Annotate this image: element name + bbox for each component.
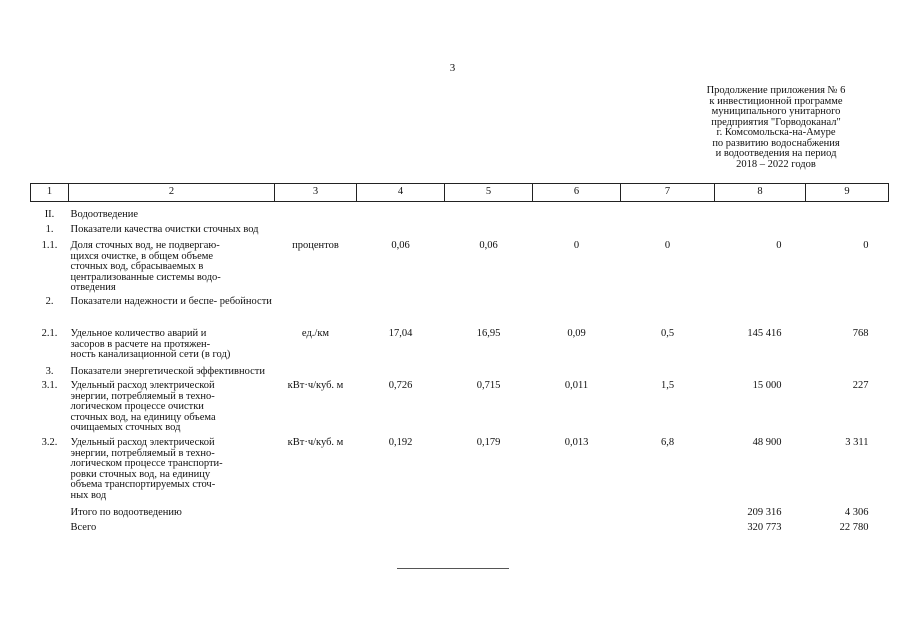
page-number: 3 (449, 62, 456, 74)
row-value-cell: 0,09 (567, 328, 586, 339)
header-cell: 6 (533, 184, 621, 202)
row-number-cell: II. (44, 209, 55, 220)
row-value-cell: 17,04 (388, 328, 413, 339)
table-spacer (31, 202, 889, 211)
row-unit-cell (275, 523, 357, 538)
appendix-header-line: и водоотведения на период (715, 148, 837, 159)
row-value-cell: 0,013 (564, 437, 589, 448)
row-value-cell: 15 000 (752, 380, 782, 391)
row-description-cell: Удельное количество аварий и засоров в расчете на протяжен- ность канализационной сети (в год) (70, 328, 231, 360)
row-value-cell: 3 311 (845, 437, 869, 448)
row-description-cell: Всего (70, 522, 97, 533)
header-cell: 4 (357, 184, 445, 202)
row-value-cell: 768 (852, 328, 869, 339)
row-value-cell: 0 (664, 240, 671, 251)
table-row (31, 508, 889, 523)
header-cell: 1 (31, 184, 69, 202)
table-row (31, 367, 889, 381)
row-description-cell: Показатели качества очистки сточных вод (70, 224, 259, 235)
row-value-cell: 145 416 (747, 328, 782, 339)
table-row (31, 241, 889, 297)
row-value-cell: 22 780 (839, 522, 869, 533)
row-unit-cell: кВт·ч/куб. м (287, 437, 344, 448)
row-description-cell: Показатели энергетической эффективности (70, 366, 265, 377)
appendix-header-line: к инвестиционной программе (709, 95, 843, 107)
header-cell: 3 (275, 184, 357, 202)
appendix-header-line: муниципального унитарного (711, 106, 841, 117)
row-value-cell (621, 523, 715, 538)
row-value-cell: 0,726 (388, 380, 413, 391)
table-row (31, 438, 889, 508)
row-number-cell: 3. (45, 366, 54, 377)
table-row (31, 381, 889, 438)
header-cell: 5 (445, 184, 533, 202)
row-value-cell: 0,192 (388, 437, 413, 448)
row-value-cell (533, 523, 621, 538)
row-unit-cell: ед./км (301, 328, 330, 339)
footer-divider (397, 568, 509, 569)
header-cell: 2 (69, 184, 275, 202)
row-value-cell (621, 508, 715, 523)
row-number-cell: 2.1. (41, 328, 58, 339)
header-cell: 8 (715, 184, 806, 202)
row-description-cell: Показатели надежности и беспе- ребойности (70, 296, 272, 307)
row-value-cell: 16,95 (476, 328, 501, 339)
indicators-table (30, 183, 889, 538)
row-unit-cell: процентов (292, 240, 339, 251)
row-value-cell: 0,179 (476, 437, 501, 448)
row-number-cell: 2. (45, 296, 54, 307)
table-row (31, 225, 889, 241)
row-unit-cell: кВт·ч/куб. м (287, 380, 344, 391)
row-number-cell (31, 508, 69, 523)
row-value-cell: 0,5 (660, 328, 675, 339)
row-value-cell: 0,06 (391, 240, 410, 251)
row-description-cell: Удельный расход электрической энергии, потребляемый в техно- логическом процессе очистки сточных вод, на единицу объема очищаемых сточных вод (70, 380, 216, 433)
row-description-cell: Водоотведение (70, 209, 139, 220)
appendix-header (684, 86, 868, 170)
row-number-cell: 1.1. (41, 240, 58, 251)
row-value-cell: 4 306 (844, 507, 869, 518)
row-number-cell: 1. (45, 224, 54, 235)
row-value-cell: 0,06 (479, 240, 498, 251)
row-number-cell: 3.1. (41, 380, 58, 391)
table-row (31, 210, 889, 225)
row-value-cell (357, 508, 445, 523)
row-value-cell: 0 (573, 240, 580, 251)
header-cell: 7 (621, 184, 715, 202)
table-header-row (31, 184, 889, 202)
row-unit-cell (275, 508, 357, 523)
row-description-cell: Доля сточных вод, не подвергаю- щихся очистке, в общем объеме сточных вод, сбрасываемых в централизованные системы водо- отведения (70, 240, 221, 293)
header-cell: 9 (806, 184, 889, 202)
row-number-cell: 3.2. (41, 437, 58, 448)
row-value-cell: 0,715 (476, 380, 501, 391)
row-value-cell: 209 316 (747, 507, 782, 518)
appendix-header-line: 2018 – 2022 годов (736, 158, 816, 170)
row-value-cell: 0 (776, 240, 782, 251)
row-value-cell (445, 508, 533, 523)
row-value-cell: 6,8 (660, 437, 675, 448)
row-value-cell (533, 508, 621, 523)
row-description-cell: Удельный расход электрической энергии, потребляемый в техно- логическом процессе транспорти- ровки сточных вод, на единицу объема транспортируемых сточ- ных вод (70, 437, 223, 501)
table-row (31, 329, 889, 367)
row-description-cell: Итого по водоотведению (70, 507, 182, 518)
row-value-cell: 48 900 (752, 437, 782, 448)
row-value-cell (357, 523, 445, 538)
table-row (31, 297, 889, 329)
row-value-cell: 320 773 (747, 522, 782, 533)
row-value-cell: 0,011 (564, 380, 589, 391)
row-value-cell: 0 (863, 240, 869, 251)
appendix-header-line: г. Комсомольска-на-Амуре (716, 127, 836, 138)
row-value-cell (445, 523, 533, 538)
row-value-cell: 1,5 (660, 380, 675, 391)
table-row (31, 523, 889, 538)
row-value-cell: 227 (852, 380, 869, 391)
row-number-cell (31, 523, 69, 538)
appendix-header-line: предприятия "Горводоканал" (711, 116, 841, 128)
appendix-header-line: по развитию водоснабжения (712, 137, 840, 149)
appendix-header-line: Продолжение приложения № 6 (706, 85, 846, 96)
